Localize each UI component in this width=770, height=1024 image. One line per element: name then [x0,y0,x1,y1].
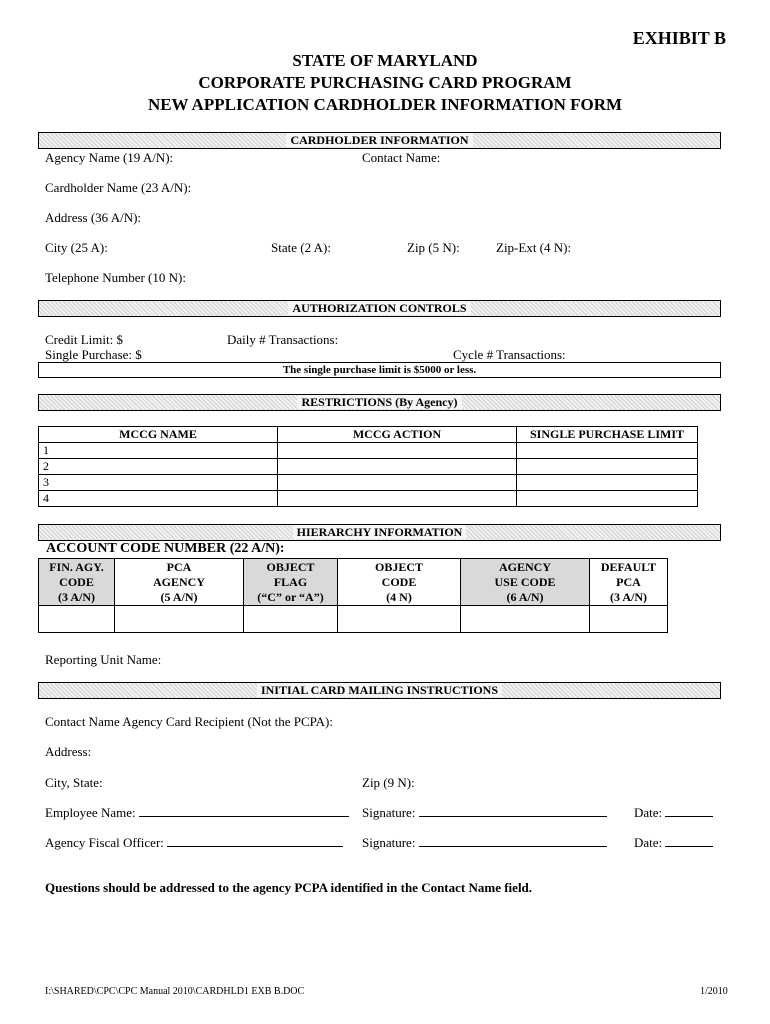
signature-line [419,816,607,817]
section-heading: CARDHOLDER INFORMATION [286,133,472,147]
object-flag-cell[interactable] [244,606,338,633]
fiscal-officer-label: Agency Fiscal Officer: [45,835,164,850]
single-purchase-limit-cell[interactable] [517,491,698,507]
section-heading: HIERARCHY INFORMATION [293,525,467,539]
title-form: NEW APPLICATION CARDHOLDER INFORMATION FORM [147,95,623,114]
section-restrictions [38,394,721,411]
date-label: Date: [634,835,663,850]
state-field[interactable]: State (2 A): [271,240,331,255]
single-purchase-limit-cell[interactable] [517,443,698,459]
table-row [39,606,668,633]
mailing-zip-field[interactable]: Zip (9 N): [362,775,415,790]
single-purchase-limit-cell[interactable] [517,475,698,491]
employee-name-line [139,816,349,817]
date-line [665,846,713,847]
mccg-action-cell[interactable] [278,443,517,459]
employee-signature-field[interactable] [362,805,607,821]
column-header: AGENCY USE CODE (6 A/N) [461,559,590,606]
section-heading: AUTHORIZATION CONTROLS [288,301,470,315]
title-program: CORPORATE PURCHASING CARD PROGRAM [198,73,572,92]
column-header: OBJECT CODE (4 N) [338,559,461,606]
footer-file-path: I:\SHARED\CPC\CPC Manual 2010\CARDHLD1 EXB B.DOC [45,986,305,997]
pca-agency-cell[interactable] [115,606,244,633]
telephone-field[interactable]: Telephone Number (10 N): [45,270,186,285]
column-header: MCCG ACTION [278,427,517,443]
fiscal-officer-line [167,846,343,847]
section-hierarchy-information [38,524,721,541]
employee-date-field[interactable] [634,805,713,821]
account-code-number-label: ACCOUNT CODE NUMBER (22 A/N): [46,541,285,556]
title-state: STATE OF MARYLAND [292,51,478,70]
mccg-action-cell[interactable] [278,459,517,475]
mccg-table [38,426,698,507]
default-pca-cell[interactable] [590,606,668,633]
signature-label: Signature: [362,805,416,820]
single-purchase-limit-cell[interactable] [517,459,698,475]
section-authorization-controls [38,300,721,317]
address-field[interactable]: Address (36 A/N): [45,210,142,225]
cardholder-name-field[interactable]: Cardholder Name (23 A/N): [45,180,192,195]
fiscal-officer-date-field[interactable] [634,835,713,851]
agency-name-field[interactable]: Agency Name (19 A/N): [45,150,174,165]
column-header: DEFAULT PCA (3 A/N) [590,559,668,606]
city-state-field[interactable]: City, State: [45,775,103,790]
contact-name-field[interactable]: Contact Name: [362,150,441,165]
date-label: Date: [634,805,663,820]
employee-name-field[interactable] [45,805,349,821]
mailing-address-field[interactable]: Address: [45,744,92,759]
credit-limit-field[interactable]: Credit Limit: $ [45,332,123,347]
row-number: 2 [39,459,278,475]
row-number: 4 [39,491,278,507]
daily-transactions-field[interactable]: Daily # Transactions: [227,332,339,347]
single-purchase-limit-note: The single purchase limit is $5000 or less. [38,362,721,378]
exhibit-label: EXHIBIT B [632,28,726,48]
column-header: MCCG NAME [39,427,278,443]
fiscal-officer-signature-field[interactable] [362,835,607,851]
fiscal-officer-field[interactable] [45,835,343,851]
employee-name-label: Employee Name: [45,805,136,820]
questions-note: Questions should be addressed to the agency PCPA identified in the Contact Name field. [45,880,533,895]
object-code-cell[interactable] [338,606,461,633]
cycle-transactions-field[interactable]: Cycle # Transactions: [453,347,566,362]
row-number: 3 [39,475,278,491]
table-row [39,459,698,475]
fin-agy-code-cell[interactable] [39,606,115,633]
table-row [39,443,698,459]
reporting-unit-name-field[interactable]: Reporting Unit Name: [45,652,162,667]
row-number: 1 [39,443,278,459]
section-cardholder-information [38,132,721,149]
signature-label: Signature: [362,835,416,850]
agency-use-code-cell[interactable] [461,606,590,633]
section-mailing-instructions [38,682,721,699]
single-purchase-field[interactable]: Single Purchase: $ [45,347,142,362]
mccg-action-cell[interactable] [278,491,517,507]
section-heading: INITIAL CARD MAILING INSTRUCTIONS [257,683,502,697]
account-code-table [38,558,668,633]
zip-ext-field[interactable]: Zip-Ext (4 N): [496,240,572,255]
table-row [39,475,698,491]
column-header: OBJECT FLAG (“C” or “A”) [244,559,338,606]
column-header: PCA AGENCY (5 A/N) [115,559,244,606]
column-header: FIN. AGY. CODE (3 A/N) [39,559,115,606]
section-heading: RESTRICTIONS (By Agency) [297,395,461,409]
table-row [39,491,698,507]
contact-recipient-field[interactable]: Contact Name Agency Card Recipient (Not the PCPA): [45,714,333,729]
signature-line [419,846,607,847]
zip-field[interactable]: Zip (5 N): [407,240,460,255]
mccg-action-cell[interactable] [278,475,517,491]
column-header: SINGLE PURCHASE LIMIT [517,427,698,443]
date-line [665,816,713,817]
city-field[interactable]: City (25 A): [45,240,108,255]
footer-date: 1/2010 [700,986,728,997]
